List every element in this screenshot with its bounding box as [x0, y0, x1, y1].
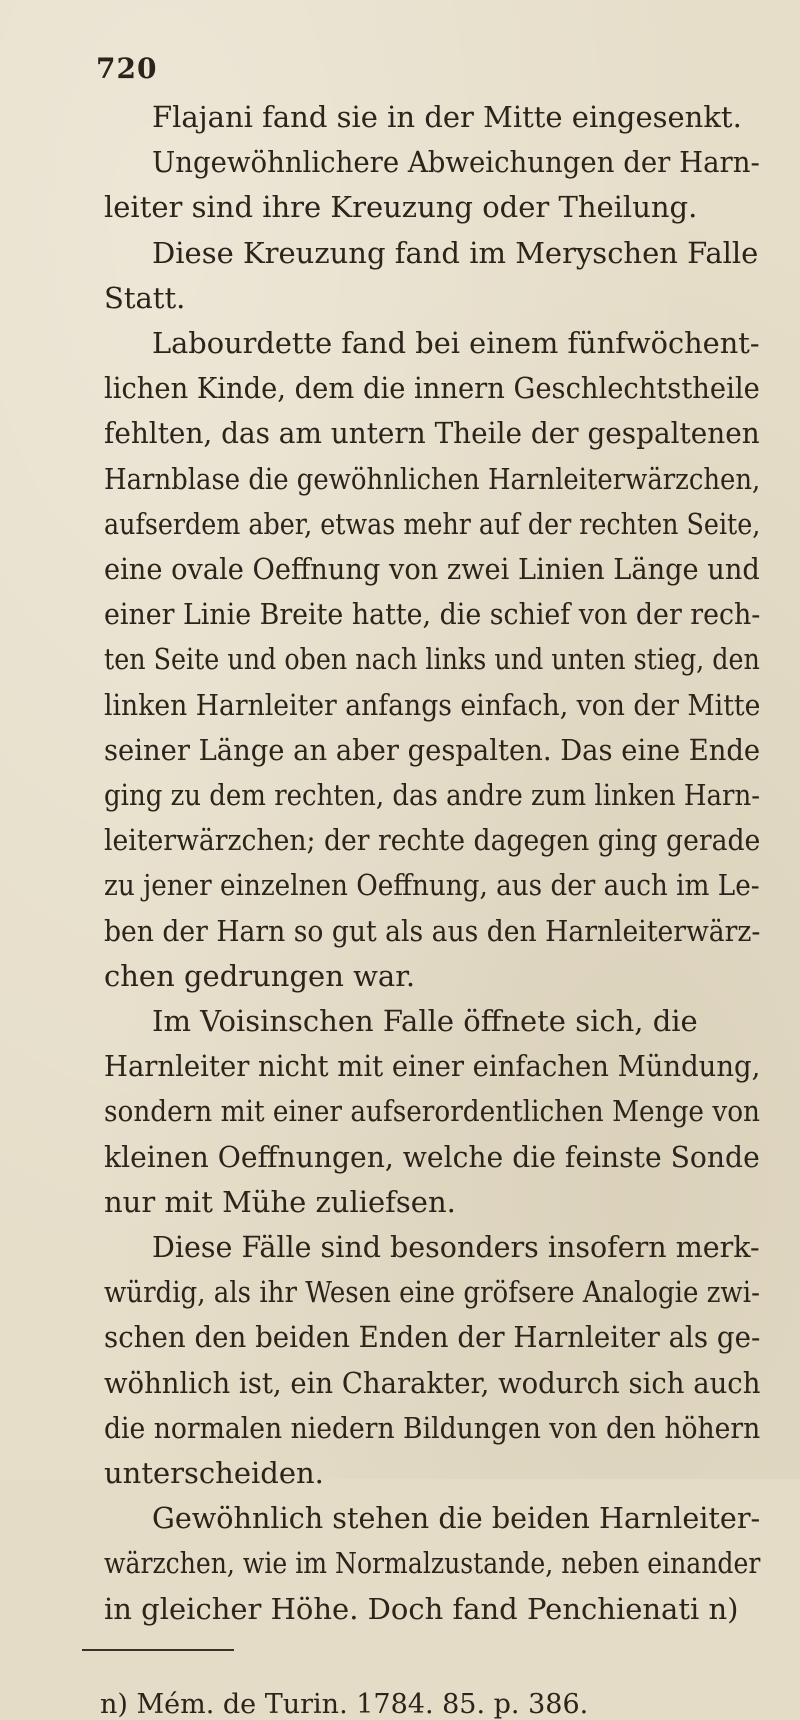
text-line: aufserdem aber, etwas mehr auf der rechten Seite, [104, 507, 761, 541]
text-line: in gleicher Höhe. Doch fand Penchienati n) [104, 1592, 739, 1626]
text-line: Ungewöhnlichere Abweichungen der Harn- [152, 145, 760, 179]
text-line: ben der Harn so gut als aus den Harnleiterwärz- [104, 914, 761, 948]
text-line: nur mit Mühe zuliefsen. [104, 1185, 456, 1219]
text-line: lichen Kinde, dem die innern Geschlechtstheile [104, 371, 760, 405]
text-line: würdig, als ihr Wesen eine gröfsere Analogie zwi- [104, 1275, 760, 1309]
text-line: seiner Länge an aber gespalten. Das eine Ende [104, 733, 761, 767]
text-line: Statt. [104, 281, 186, 315]
text-line: linken Harnleiter anfangs einfach, von der Mitte [104, 688, 761, 722]
text-line: fehlten, das am untern Theile der gespaltenen [104, 416, 760, 450]
text-line: Im Voisinschen Falle öffnete sich, die [152, 1004, 698, 1038]
text-line: ten Seite und oben nach links und unten stieg, den [104, 642, 760, 676]
page-number: 720 [96, 52, 158, 85]
text-line: chen gedrungen war. [104, 959, 416, 993]
text-line: Gewöhnlich stehen die beiden Harnleiter- [152, 1501, 761, 1535]
text-line: wärzchen, wie im Normalzustande, neben einander [104, 1546, 761, 1580]
footnote-rule [82, 1649, 234, 1651]
text-line: wöhnlich ist, ein Charakter, wodurch sich auch [104, 1366, 761, 1400]
text-line: Diese Kreuzung fand im Meryschen Falle [152, 236, 759, 270]
text-line: eine ovale Oeffnung von zwei Linien Länge und [104, 552, 760, 586]
text-line: leiter sind ihre Kreuzung oder Theilung. [104, 190, 698, 224]
text-line: leiterwärzchen; der rechte dagegen ging gerade [104, 823, 761, 857]
text-line: zu jener einzelnen Oeffnung, aus der auch im Le- [104, 868, 760, 902]
footnote: n) Mém. de Turin. 1784. 85. p. 386. [100, 1689, 589, 1720]
text-line: ging zu dem rechten, das andre zum linken Harn- [104, 778, 760, 812]
text-line: kleinen Oeffnungen, welche die feinste Sonde [104, 1140, 760, 1174]
text-line: Harnleiter nicht mit einer einfachen Mündung, [104, 1049, 761, 1083]
text-line: die normalen niedern Bildungen von den höhern [104, 1411, 761, 1445]
text-line: Flajani fand sie in der Mitte eingesenkt. [152, 100, 742, 134]
text-line: einer Linie Breite hatte, die schief von der rech- [104, 597, 761, 631]
text-line: Diese Fälle sind besonders insofern merk- [152, 1230, 760, 1264]
text-line: unterscheiden. [104, 1456, 324, 1490]
text-line: sondern mit einer aufserordentlichen Menge von [104, 1094, 761, 1128]
text-line: Labourdette fand bei einem fünfwöchent- [152, 326, 760, 360]
text-line: Harnblase die gewöhnlichen Harnleiterwärzchen, [104, 462, 761, 496]
text-line: schen den beiden Enden der Harnleiter als ge- [104, 1320, 761, 1354]
